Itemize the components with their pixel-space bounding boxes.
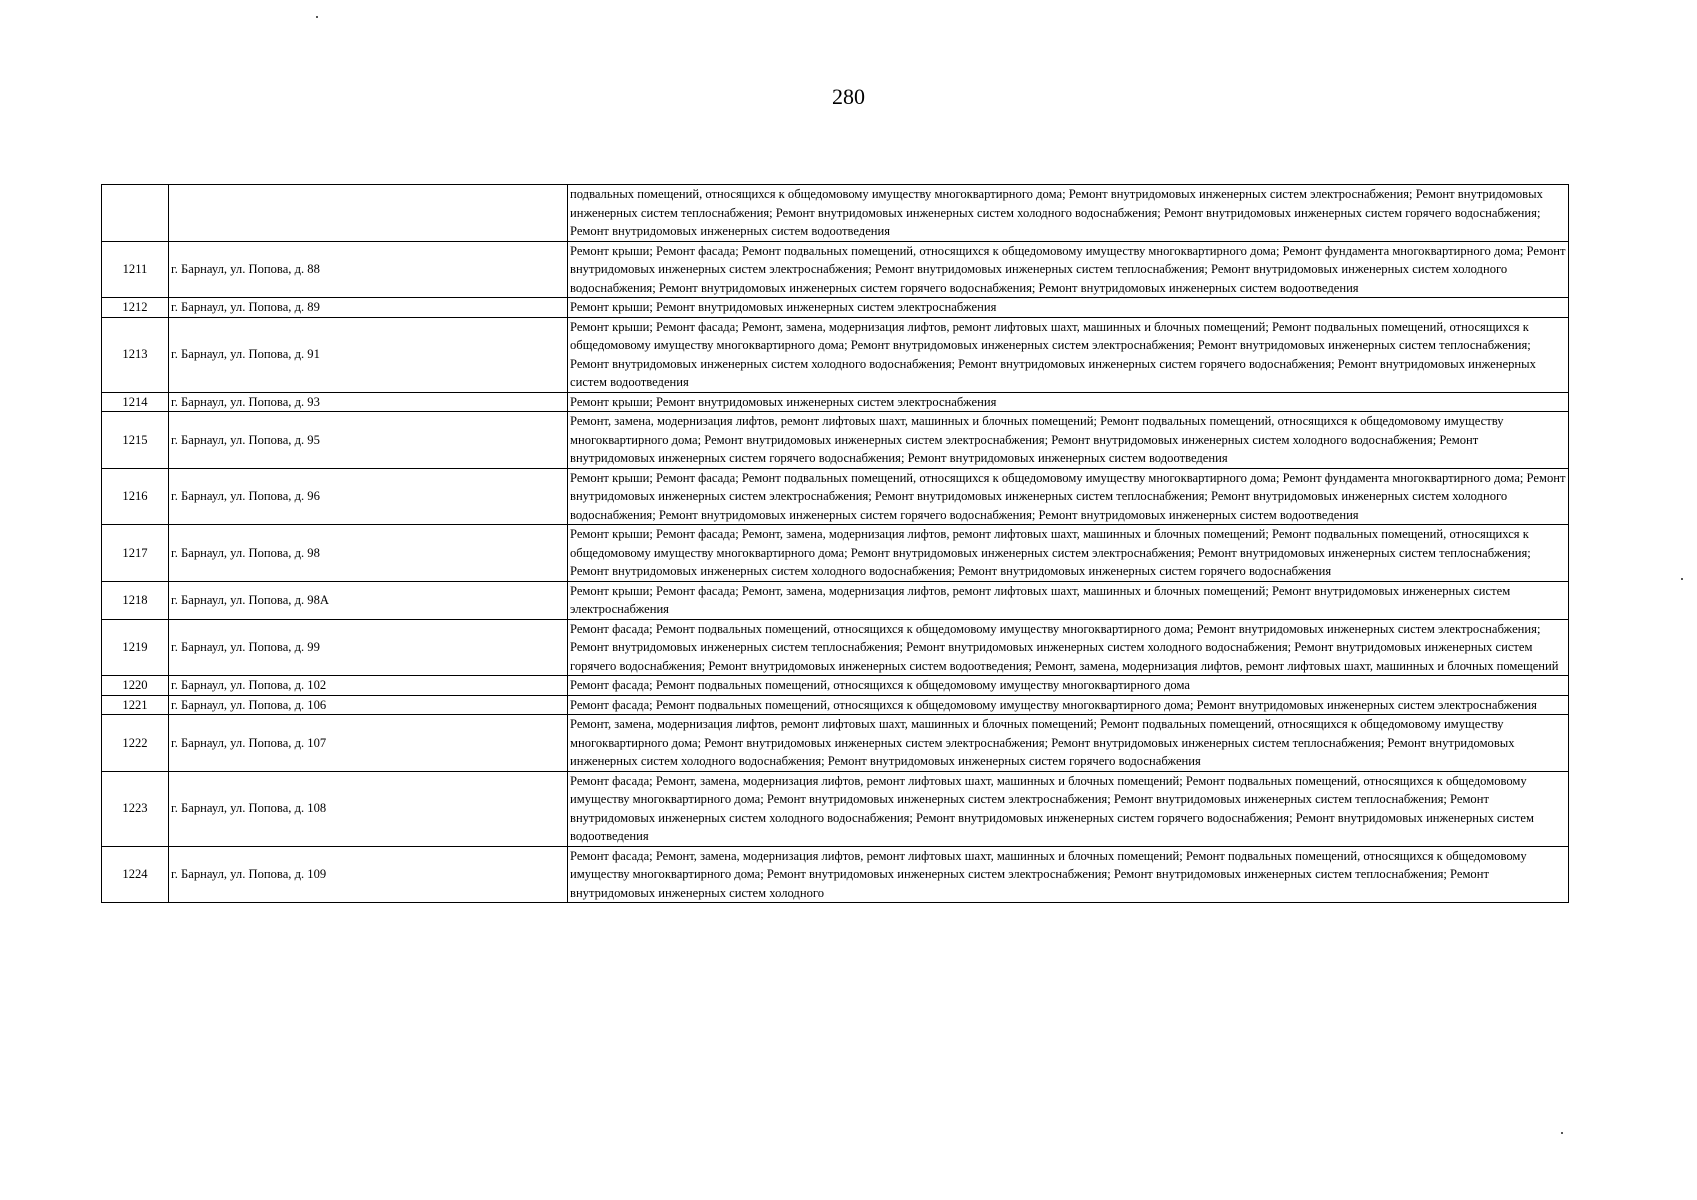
row-number-cell: 1212 (102, 298, 169, 318)
table-row (102, 468, 1569, 525)
table-row (102, 412, 1569, 469)
table-row (102, 771, 1569, 846)
capital-repair-table (101, 184, 1569, 903)
address-cell: г. Барнаул, ул. Попова, д. 109 (169, 846, 568, 903)
page-number: 280 (832, 84, 865, 109)
works-cell: Ремонт крыши; Ремонт фасада; Ремонт, замена, модернизация лифтов, ремонт лифтовых шахт, машинных и блочных помещений; Ремонт подвальных помещений, относящихся к общедомовому имуществу многоквартирного дома; Ремонт внутридомовых инженерных систем электроснабжения; Ремонт внутридомовых инженерных систем теплоснабжения; Ремонт внутридомовых инженерных систем холодного водоснабжения; Ремонт внутридомовых инженерных систем горячего водоснабжения (568, 525, 1569, 582)
row-number-cell: 1218 (102, 581, 169, 619)
row-number-cell: 1217 (102, 525, 169, 582)
row-number-cell: 1220 (102, 676, 169, 696)
table-row (102, 298, 1569, 318)
works-cell: Ремонт фасада; Ремонт, замена, модернизация лифтов, ремонт лифтовых шахт, машинных и блочных помещений; Ремонт подвальных помещений, относящихся к общедомовому имуществу многоквартирного дома; Ремонт внутридомовых инженерных систем электроснабжения; Ремонт внутридомовых инженерных систем теплоснабжения; Ремонт внутридомовых инженерных систем холодного водоснабжения; Ремонт внутридомовых инженерных систем горячего водоснабжения; Ремонт внутридомовых инженерных систем водоотведения (568, 771, 1569, 846)
works-cell: Ремонт крыши; Ремонт фасада; Ремонт, замена, модернизация лифтов, ремонт лифтовых шахт, машинных и блочных помещений; Ремонт внутридомовых инженерных систем электроснабжения (568, 581, 1569, 619)
works-cell: Ремонт фасада; Ремонт подвальных помещений, относящихся к общедомовому имуществу многоквартирного дома; Ремонт внутридомовых инженерных систем электроснабжения (568, 695, 1569, 715)
row-number-cell: 1211 (102, 241, 169, 298)
address-cell: г. Барнаул, ул. Попова, д. 96 (169, 468, 568, 525)
works-cell: Ремонт фасада; Ремонт подвальных помещений, относящихся к общедомовому имуществу многоквартирного дома; Ремонт внутридомовых инженерных систем электроснабжения; Ремонт внутридомовых инженерных систем теплоснабжения; Ремонт внутридомовых инженерных систем холодного водоснабжения; Ремонт внутридомовых инженерных систем горячего водоснабжения; Ремонт внутридомовых инженерных систем водоотведения; Ремонт, замена, модернизация лифтов, ремонт лифтовых шахт, машинных и блочных помещений (568, 619, 1569, 676)
address-cell: г. Барнаул, ул. Попова, д. 98А (169, 581, 568, 619)
works-cell: Ремонт крыши; Ремонт фасада; Ремонт подвальных помещений, относящихся к общедомовому имуществу многоквартирного дома; Ремонт фундамента многоквартирного дома; Ремонт внутридомовых инженерных систем электроснабжения; Ремонт внутридомовых инженерных систем теплоснабжения; Ремонт внутридомовых инженерных систем холодного водоснабжения; Ремонт внутридомовых инженерных систем горячего водоснабжения; Ремонт внутридомовых инженерных систем водоотведения (568, 241, 1569, 298)
works-cell: Ремонт фасада; Ремонт, замена, модернизация лифтов, ремонт лифтовых шахт, машинных и блочных помещений; Ремонт подвальных помещений, относящихся к общедомовому имуществу многоквартирного дома; Ремонт внутридомовых инженерных систем электроснабжения; Ремонт внутридомовых инженерных систем теплоснабжения; Ремонт внутридомовых инженерных систем холодного (568, 846, 1569, 903)
address-cell: г. Барнаул, ул. Попова, д. 108 (169, 771, 568, 846)
table-row (102, 846, 1569, 903)
works-cell: Ремонт, замена, модернизация лифтов, ремонт лифтовых шахт, машинных и блочных помещений; Ремонт подвальных помещений, относящихся к общедомовому имуществу многоквартирного дома; Ремонт внутридомовых инженерных систем электроснабжения; Ремонт внутридомовых инженерных систем теплоснабжения; Ремонт внутридомовых инженерных систем холодного водоснабжения; Ремонт внутридомовых инженерных систем горячего водоснабжения (568, 715, 1569, 772)
table-row (102, 581, 1569, 619)
row-number-cell: 1216 (102, 468, 169, 525)
address-cell (169, 185, 568, 242)
works-cell: подвальных помещений, относящихся к общедомовому имуществу многоквартирного дома; Ремонт внутридомовых инженерных систем электроснабжения; Ремонт внутридомовых инженерных систем теплоснабжения; Ремонт внутридомовых инженерных систем холодного водоснабжения; Ремонт внутридомовых инженерных систем горячего водоснабжения; Ремонт внутридомовых инженерных систем водоотведения (568, 185, 1569, 242)
address-cell: г. Барнаул, ул. Попова, д. 95 (169, 412, 568, 469)
scan-speck (1561, 1132, 1563, 1134)
works-cell: Ремонт крыши; Ремонт фасада; Ремонт подвальных помещений, относящихся к общедомовому имуществу многоквартирного дома; Ремонт фундамента многоквартирного дома; Ремонт внутридомовых инженерных систем электроснабжения; Ремонт внутридомовых инженерных систем теплоснабжения; Ремонт внутридомовых инженерных систем холодного водоснабжения; Ремонт внутридомовых инженерных систем горячего водоснабжения; Ремонт внутридомовых инженерных систем водоотведения (568, 468, 1569, 525)
address-cell: г. Барнаул, ул. Попова, д. 102 (169, 676, 568, 696)
table-row (102, 525, 1569, 582)
row-number-cell: 1219 (102, 619, 169, 676)
address-cell: г. Барнаул, ул. Попова, д. 106 (169, 695, 568, 715)
works-cell: Ремонт крыши; Ремонт внутридомовых инженерных систем электроснабжения (568, 392, 1569, 412)
address-cell: г. Барнаул, ул. Попова, д. 91 (169, 317, 568, 392)
row-number-cell: 1215 (102, 412, 169, 469)
address-cell: г. Барнаул, ул. Попова, д. 98 (169, 525, 568, 582)
row-number-cell (102, 185, 169, 242)
row-number-cell: 1221 (102, 695, 169, 715)
row-number-cell: 1223 (102, 771, 169, 846)
address-cell: г. Барнаул, ул. Попова, д. 88 (169, 241, 568, 298)
row-number-cell: 1222 (102, 715, 169, 772)
table-row (102, 715, 1569, 772)
row-number-cell: 1213 (102, 317, 169, 392)
table-row (102, 676, 1569, 696)
table-row (102, 695, 1569, 715)
works-cell: Ремонт крыши; Ремонт фасада; Ремонт, замена, модернизация лифтов, ремонт лифтовых шахт, машинных и блочных помещений; Ремонт подвальных помещений, относящихся к общедомовому имуществу многоквартирного дома; Ремонт внутридомовых инженерных систем электроснабжения; Ремонт внутридомовых инженерных систем теплоснабжения; Ремонт внутридомовых инженерных систем холодного водоснабжения; Ремонт внутридомовых инженерных систем горячего водоснабжения; Ремонт внутридомовых инженерных систем водоотведения (568, 317, 1569, 392)
row-number-cell: 1224 (102, 846, 169, 903)
address-cell: г. Барнаул, ул. Попова, д. 89 (169, 298, 568, 318)
works-cell: Ремонт фасада; Ремонт подвальных помещений, относящихся к общедомовому имуществу многоквартирного дома (568, 676, 1569, 696)
table-row (102, 619, 1569, 676)
scan-speck (316, 16, 318, 18)
address-cell: г. Барнаул, ул. Попова, д. 99 (169, 619, 568, 676)
address-cell: г. Барнаул, ул. Попова, д. 107 (169, 715, 568, 772)
address-cell: г. Барнаул, ул. Попова, д. 93 (169, 392, 568, 412)
works-cell: Ремонт крыши; Ремонт внутридомовых инженерных систем электроснабжения (568, 298, 1569, 318)
table-row (102, 185, 1569, 242)
works-cell: Ремонт, замена, модернизация лифтов, ремонт лифтовых шахт, машинных и блочных помещений; Ремонт подвальных помещений, относящихся к общедомовому имуществу многоквартирного дома; Ремонт внутридомовых инженерных систем электроснабжения; Ремонт внутридомовых инженерных систем холодного водоснабжения; Ремонт внутридомовых инженерных систем горячего водоснабжения; Ремонт внутридомовых инженерных систем водоотведения (568, 412, 1569, 469)
scan-speck (1681, 578, 1683, 580)
table-row (102, 317, 1569, 392)
table-body (102, 185, 1569, 903)
table-row (102, 241, 1569, 298)
row-number-cell: 1214 (102, 392, 169, 412)
table-row (102, 392, 1569, 412)
